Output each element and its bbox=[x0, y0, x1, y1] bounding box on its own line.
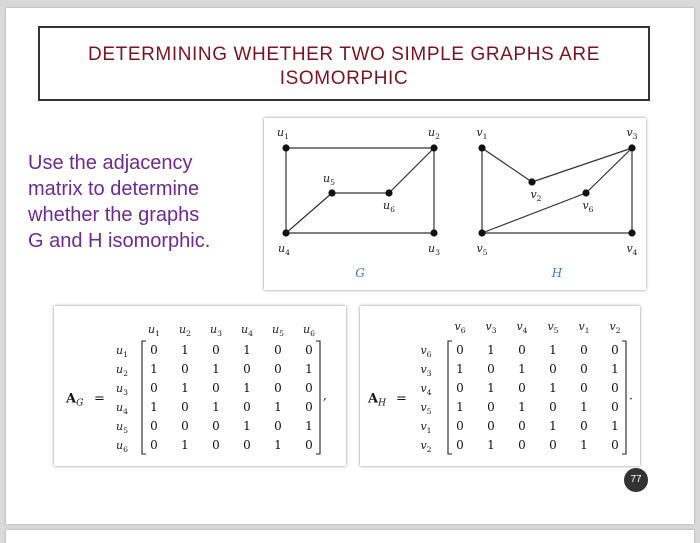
matrix-cell: 0 bbox=[181, 419, 189, 433]
graphs-figure bbox=[264, 118, 646, 290]
matrix-row-label-v1: $v_1$ bbox=[420, 420, 432, 435]
matrix-left-bracket bbox=[142, 341, 146, 454]
graph-g bbox=[277, 126, 440, 280]
matrix-cell: 1 bbox=[487, 343, 495, 357]
body-line-4: G and H isomorphic. bbox=[28, 230, 211, 252]
matrix-cell: 0 bbox=[274, 343, 282, 357]
vertex-label-v4: $v_4$ bbox=[626, 242, 638, 257]
edge-v3-v6 bbox=[586, 148, 632, 193]
matrix-right-bracket bbox=[316, 341, 320, 454]
vertex-u2 bbox=[430, 144, 437, 151]
matrix-right-bracket bbox=[622, 341, 626, 454]
matrix-cell: 1 bbox=[549, 381, 557, 395]
matrix-row-label-v3: $v_3$ bbox=[420, 363, 432, 378]
matrix-cell: 0 bbox=[181, 400, 189, 414]
matrix-cell: 0 bbox=[456, 419, 464, 433]
matrix-cell: 0 bbox=[611, 343, 619, 357]
matrix-cell: 1 bbox=[150, 400, 158, 414]
vertex-u3 bbox=[430, 229, 437, 236]
vertex-u5 bbox=[328, 189, 335, 196]
slide-title-line-1: DETERMINING WHETHER TWO SIMPLE GRAPHS ARE bbox=[88, 44, 600, 65]
matrix-trailing-punct: , bbox=[323, 388, 327, 403]
matrix-trailing-punct: . bbox=[629, 388, 633, 403]
edge-u2-u6 bbox=[389, 148, 434, 193]
matrix-cell: 0 bbox=[518, 343, 526, 357]
vertex-label-u1: $u_1$ bbox=[277, 126, 289, 141]
matrix-name: $A_G$ bbox=[66, 391, 84, 409]
matrix-col-label-v2: $v_2$ bbox=[609, 320, 621, 335]
matrix-cell: 1 bbox=[181, 343, 189, 357]
matrix-cell: 0 bbox=[518, 438, 526, 452]
matrix-col-label-u5: $u_5$ bbox=[272, 323, 284, 338]
matrix-cell: 0 bbox=[305, 438, 313, 452]
edge-v2-v3 bbox=[532, 148, 632, 182]
vertex-label-v3: $v_3$ bbox=[626, 126, 638, 141]
slide-title-box bbox=[38, 26, 650, 101]
matrix-cell: 0 bbox=[580, 362, 588, 376]
matrix-cell: 0 bbox=[456, 438, 464, 452]
matrix-cell: 0 bbox=[274, 381, 282, 395]
page-number-badge: 77 bbox=[624, 468, 648, 492]
matrix-row-label-u5: $u_5$ bbox=[116, 420, 128, 435]
matrix-cell: 0 bbox=[549, 400, 557, 414]
adjacency-matrix-h bbox=[360, 306, 640, 466]
matrix-cell: 1 bbox=[518, 400, 526, 414]
matrix-cell: 1 bbox=[243, 343, 251, 357]
vertex-u4 bbox=[282, 229, 289, 236]
matrix-equals: = bbox=[94, 391, 105, 407]
matrix-cell: 0 bbox=[150, 343, 158, 357]
matrix-cell: 1 bbox=[181, 438, 189, 452]
vertex-v5 bbox=[478, 229, 485, 236]
matrix-col-label-u1: $u_1$ bbox=[148, 323, 160, 338]
matrix-cell: 0 bbox=[487, 419, 495, 433]
vertex-label-u4: $u_4$ bbox=[278, 242, 290, 257]
matrix-cell: 1 bbox=[580, 400, 588, 414]
matrix-cell: 0 bbox=[212, 381, 220, 395]
matrix-cell: 1 bbox=[487, 381, 495, 395]
matrix-cell: 1 bbox=[212, 362, 220, 376]
matrix-cell: 0 bbox=[212, 343, 220, 357]
matrix-cell: 0 bbox=[150, 381, 158, 395]
matrix-equals: = bbox=[396, 391, 407, 407]
vertex-v3 bbox=[628, 144, 635, 151]
adjacency-matrix-g-panel bbox=[54, 306, 346, 466]
matrix-cell: 0 bbox=[212, 419, 220, 433]
vertex-label-v1: $v_1$ bbox=[476, 126, 488, 141]
graph-name-H: H bbox=[551, 266, 563, 280]
matrix-name: $A_H$ bbox=[368, 391, 386, 409]
matrix-col-label-u6: $u_6$ bbox=[303, 323, 315, 338]
matrix-row-label-u2: $u_2$ bbox=[116, 363, 128, 378]
matrix-cell: 0 bbox=[580, 419, 588, 433]
matrix-row-label-u6: $u_6$ bbox=[116, 439, 128, 454]
matrix-row-label-v4: $v_4$ bbox=[420, 382, 432, 397]
matrix-cell: 1 bbox=[181, 381, 189, 395]
graphs-svg bbox=[264, 118, 646, 290]
matrix-cell: 0 bbox=[150, 419, 158, 433]
matrix-cell: 0 bbox=[305, 400, 313, 414]
vertex-u6 bbox=[385, 189, 392, 196]
matrix-cell: 1 bbox=[212, 400, 220, 414]
matrix-cell: 0 bbox=[611, 438, 619, 452]
vertex-label-u2: $u_2$ bbox=[428, 126, 440, 141]
matrix-col-label-v6: $v_6$ bbox=[454, 320, 466, 335]
edge-v1-v2 bbox=[482, 148, 532, 182]
vertex-label-v6: $v_6$ bbox=[582, 199, 594, 214]
body-line-3: whether the graphs bbox=[28, 204, 200, 226]
vertex-v6 bbox=[582, 189, 589, 196]
adjacency-matrix-h-panel bbox=[360, 306, 640, 466]
matrix-cell: 0 bbox=[487, 400, 495, 414]
matrix-cell: 1 bbox=[456, 400, 464, 414]
body-line-1: Use the adjacency bbox=[28, 152, 193, 174]
matrix-col-label-u2: $u_2$ bbox=[179, 323, 191, 338]
matrix-cell: 1 bbox=[274, 438, 282, 452]
matrix-cell: 1 bbox=[518, 362, 526, 376]
graph-name-G: G bbox=[355, 266, 365, 280]
matrix-left-bracket bbox=[448, 341, 452, 454]
matrix-cell: 0 bbox=[150, 438, 158, 452]
vertex-label-v2: $v_2$ bbox=[530, 188, 542, 203]
next-slide-preview[interactable] bbox=[6, 530, 694, 543]
matrix-col-label-v3: $v_3$ bbox=[485, 320, 497, 335]
matrix-cell: 0 bbox=[456, 381, 464, 395]
matrix-cell: 0 bbox=[243, 362, 251, 376]
matrix-cell: 1 bbox=[305, 419, 313, 433]
matrix-cell: 0 bbox=[518, 419, 526, 433]
vertex-label-v5: $v_5$ bbox=[476, 242, 488, 257]
matrix-cell: 0 bbox=[487, 362, 495, 376]
graph-h bbox=[476, 126, 637, 280]
matrix-cell: 0 bbox=[580, 381, 588, 395]
matrix-cell: 0 bbox=[549, 362, 557, 376]
matrix-cell: 1 bbox=[243, 381, 251, 395]
matrix-row-label-u3: $u_3$ bbox=[116, 382, 128, 397]
matrix-cell: 1 bbox=[549, 419, 557, 433]
matrix-col-label-u3: $u_3$ bbox=[210, 323, 222, 338]
matrix-row-label-v6: $v_6$ bbox=[420, 344, 432, 359]
matrix-cell: 1 bbox=[549, 343, 557, 357]
vertex-v1 bbox=[478, 144, 485, 151]
matrix-cell: 0 bbox=[611, 381, 619, 395]
vertex-label-u5: $u_5$ bbox=[323, 172, 335, 187]
vertex-label-u3: $u_3$ bbox=[428, 242, 440, 257]
matrix-cell: 0 bbox=[274, 362, 282, 376]
matrix-cell: 0 bbox=[518, 381, 526, 395]
vertex-u1 bbox=[282, 144, 289, 151]
matrix-cell: 1 bbox=[611, 419, 619, 433]
matrix-col-label-v5: $v_5$ bbox=[547, 320, 559, 335]
vertex-v4 bbox=[628, 229, 635, 236]
matrix-row-label-v5: $v_5$ bbox=[420, 401, 432, 416]
matrix-col-label-u4: $u_4$ bbox=[241, 323, 253, 338]
matrix-col-label-v4: $v_4$ bbox=[516, 320, 528, 335]
matrix-cell: 0 bbox=[456, 343, 464, 357]
matrix-cell: 0 bbox=[580, 343, 588, 357]
slide-title-line-2: ISOMORPHIC bbox=[279, 68, 409, 89]
matrix-row-label-u4: $u_4$ bbox=[116, 401, 128, 416]
matrix-cell: 0 bbox=[212, 438, 220, 452]
matrix-cell: 0 bbox=[274, 419, 282, 433]
matrix-cell: 0 bbox=[181, 362, 189, 376]
matrix-cell: 1 bbox=[274, 400, 282, 414]
matrix-cell: 0 bbox=[549, 438, 557, 452]
matrix-cell: 1 bbox=[243, 419, 251, 433]
edge-u4-u5 bbox=[286, 193, 332, 233]
vertex-label-u6: $u_6$ bbox=[383, 199, 395, 214]
matrix-cell: 1 bbox=[305, 362, 313, 376]
matrix-cell: 1 bbox=[611, 362, 619, 376]
matrix-cell: 0 bbox=[243, 400, 251, 414]
matrix-row-label-u1: $u_1$ bbox=[116, 344, 128, 359]
matrix-cell: 1 bbox=[150, 362, 158, 376]
matrix-cell: 0 bbox=[305, 381, 313, 395]
adjacency-matrix-g bbox=[54, 306, 346, 466]
matrix-cell: 1 bbox=[580, 438, 588, 452]
matrix-cell: 0 bbox=[611, 400, 619, 414]
matrix-cell: 0 bbox=[305, 343, 313, 357]
matrix-cell: 1 bbox=[456, 362, 464, 376]
matrix-col-label-v1: $v_1$ bbox=[578, 320, 590, 335]
slide-body-text bbox=[28, 150, 238, 254]
matrix-row-label-v2: $v_2$ bbox=[420, 439, 432, 454]
matrix-cell: 0 bbox=[243, 438, 251, 452]
vertex-v2 bbox=[528, 178, 535, 185]
matrix-cell: 1 bbox=[487, 438, 495, 452]
body-line-2: matrix to determine bbox=[28, 178, 200, 200]
